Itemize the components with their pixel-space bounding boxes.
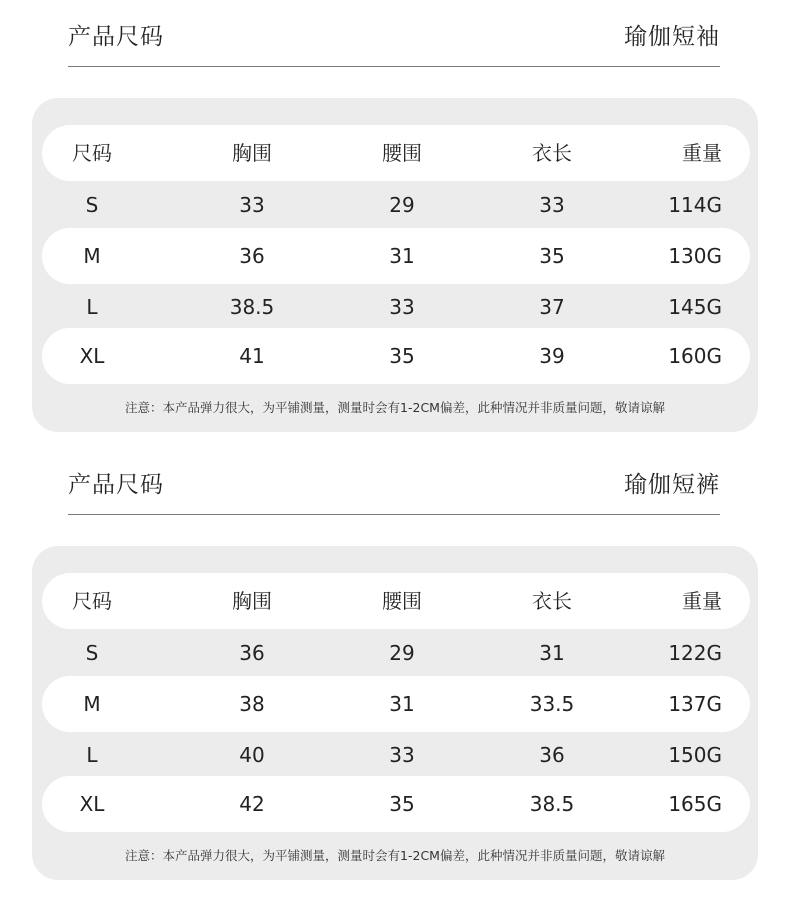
column-header-size: 尺码	[72, 141, 112, 165]
cell-chest: 41	[239, 344, 265, 368]
cell-weight: 137G	[668, 692, 722, 716]
product-name: 瑜伽短袖	[624, 24, 720, 50]
cell-size: S	[85, 641, 99, 665]
cell-length: 33	[539, 193, 565, 217]
column-header-size: 尺码	[72, 589, 112, 613]
cell-weight: 122G	[668, 641, 722, 665]
cell-weight: 145G	[668, 295, 722, 319]
measurement-note: 注意：本产品弹力很大，为平铺测量，测量时会有1-2CM偏差，此种情况并非质量问题，敬请谅解	[125, 848, 665, 863]
cell-size: XL	[79, 344, 105, 368]
cell-length: 33.5	[529, 692, 575, 716]
cell-length: 38.5	[529, 792, 575, 816]
cell-size: M	[83, 692, 101, 716]
cell-length: 39	[539, 344, 565, 368]
section-header	[68, 448, 720, 515]
cell-weight: 150G	[668, 743, 722, 767]
cell-weight: 130G	[668, 244, 722, 268]
column-header-length: 衣长	[532, 141, 572, 165]
section-title: 产品尺码	[68, 24, 164, 50]
table-row	[42, 625, 750, 681]
table-header-row	[42, 573, 750, 629]
table-row	[42, 676, 750, 732]
cell-waist: 35	[389, 792, 415, 816]
cell-waist: 31	[389, 244, 415, 268]
cell-waist: 29	[389, 641, 415, 665]
table-row	[42, 328, 750, 384]
cell-weight: 114G	[668, 193, 722, 217]
size-table	[32, 98, 758, 432]
cell-chest: 36	[239, 641, 265, 665]
column-header-waist: 腰围	[382, 141, 422, 165]
table-row	[42, 279, 750, 335]
column-header-waist: 腰围	[382, 589, 422, 613]
cell-weight: 165G	[668, 792, 722, 816]
section-title: 产品尺码	[68, 472, 164, 498]
cell-size: M	[83, 244, 101, 268]
cell-waist: 29	[389, 193, 415, 217]
cell-waist: 33	[389, 295, 415, 319]
table-row	[42, 177, 750, 233]
column-header-length: 衣长	[532, 589, 572, 613]
cell-waist: 31	[389, 692, 415, 716]
section-header	[68, 0, 720, 67]
cell-length: 31	[539, 641, 565, 665]
cell-length: 37	[539, 295, 565, 319]
table-header-row	[42, 125, 750, 181]
table-row	[42, 228, 750, 284]
measurement-note: 注意：本产品弹力很大，为平铺测量，测量时会有1-2CM偏差，此种情况并非质量问题，敬请谅解	[125, 400, 665, 415]
product-name: 瑜伽短裤	[624, 472, 720, 498]
cell-chest: 33	[239, 193, 265, 217]
cell-weight: 160G	[668, 344, 722, 368]
size-table	[32, 546, 758, 880]
cell-chest: 38.5	[229, 295, 275, 319]
cell-chest: 38	[239, 692, 265, 716]
column-header-chest: 胸围	[232, 589, 272, 613]
cell-chest: 40	[239, 743, 265, 767]
column-header-weight: 重量	[682, 589, 722, 613]
cell-size: S	[85, 193, 99, 217]
table-row	[42, 776, 750, 832]
cell-waist: 35	[389, 344, 415, 368]
cell-waist: 33	[389, 743, 415, 767]
cell-chest: 42	[239, 792, 265, 816]
column-header-chest: 胸围	[232, 141, 272, 165]
cell-length: 36	[539, 743, 565, 767]
cell-size: L	[86, 295, 98, 319]
cell-size: XL	[79, 792, 105, 816]
column-header-weight: 重量	[682, 141, 722, 165]
cell-size: L	[86, 743, 98, 767]
table-row	[42, 727, 750, 783]
cell-length: 35	[539, 244, 565, 268]
cell-chest: 36	[239, 244, 265, 268]
